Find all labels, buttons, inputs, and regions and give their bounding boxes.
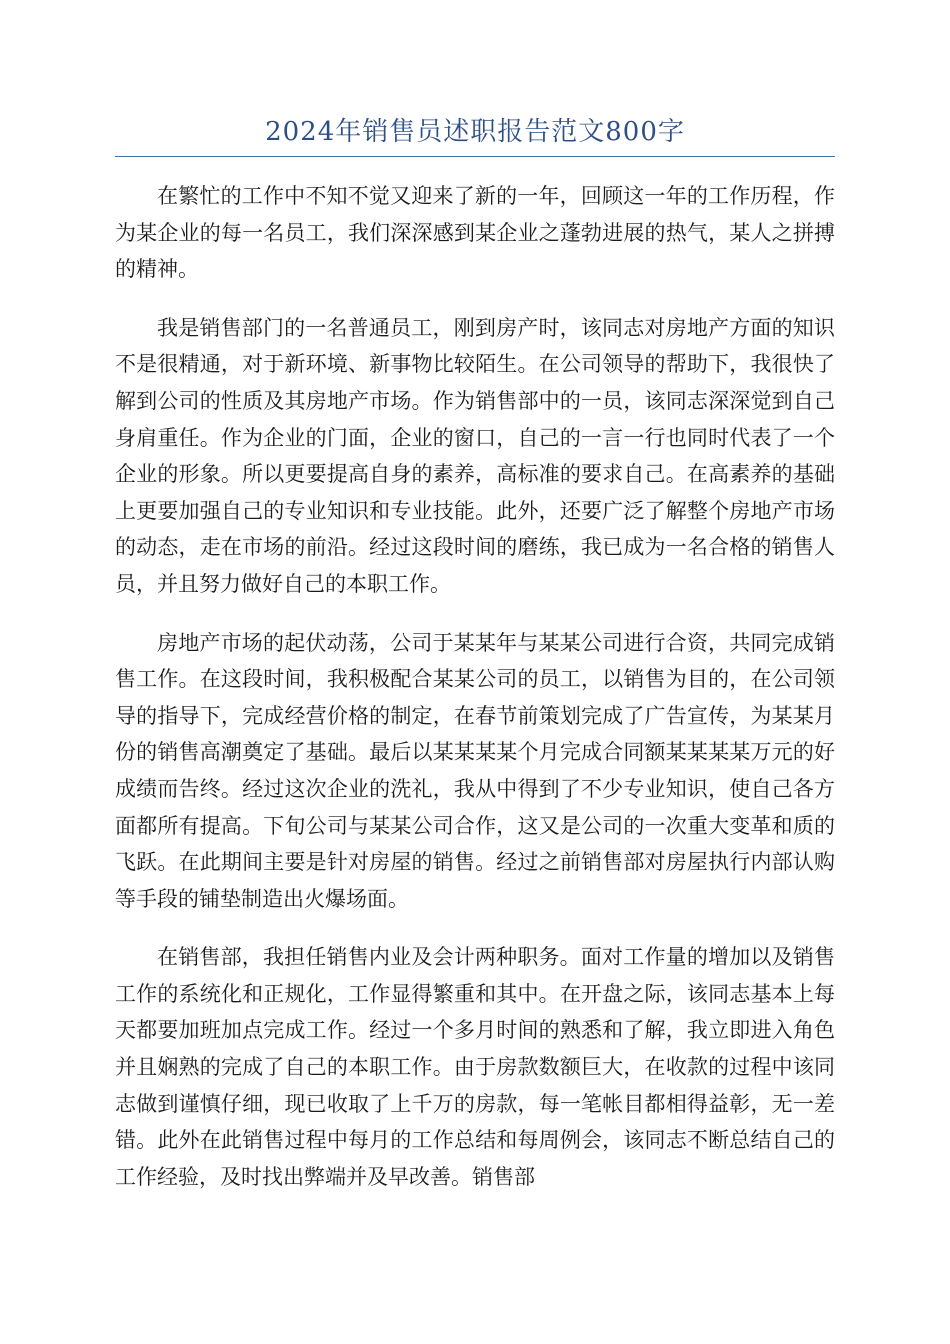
paragraph-4: 在销售部，我担任销售内业及会计两种职务。面对工作量的增加以及销售工作的系统化和正规化，工作显得繁重和其中。在开盘之际，该同志基本上每天都要加班加点完成工作。经过一个多月时间的熟悉和了解，我立即进入角色并且娴熟的完成了自己的本职工作。由于房款数额巨大，在收款的过程中该同志做到谨慎仔细，现已收取了上千万的房款，每一笔帐目都相得益彰，无一差错。此外在此销售过程中每月的工作总结和每周例会，该同志不断总结自己的工作经验，及时找出弊端并及早改善。销售部 <box>115 945 835 1189</box>
document-body <box>115 178 835 1217</box>
paragraph-3: 房地产市场的起伏动荡，公司于某某年与某某公司进行合资，共同完成销售工作。在这段时间，我积极配合某某公司的员工，以销售为目的，在公司领导的指导下，完成经营价格的制定，在春节前策划完成了广告宣传，为某某月份的销售高潮奠定了基础。最后以某某某某个月完成合同额某某某某万元的好成绩而告终。经过这次企业的洗礼，我从中得到了不少专业知识，使自己各方面都所有提高。下旬公司与某某公司合作，这又是公司的一次重大变革和质的飞跃。在此期间主要是针对房屋的销售。经过之前销售部对房屋执行内部认购等手段的铺垫制造出火爆场面。 <box>115 630 835 911</box>
title-block <box>115 112 835 157</box>
document-title: 2024年销售员述职报告范文800字 <box>265 117 685 147</box>
paragraph-2: 我是销售部门的一名普通员工，刚到房产时，该同志对房地产方面的知识不是很精通，对于新环境、新事物比较陌生。在公司领导的帮助下，我很快了解到公司的性质及其房地产市场。作为销售部中的一员，该同志深深觉到自己身肩重任。作为企业的门面，企业的窗口，自己的一言一行也同时代表了一个企业的形象。所以更要提高自身的素养，高标准的要求自己。在高素养的基础上更要加强自己的专业知识和专业技能。此外，还要广泛了解整个房地产市场的动态，走在市场的前沿。经过这段时间的磨练，我已成为一名合格的销售人员，并且努力做好自己的本职工作。 <box>115 315 835 596</box>
paragraph-1: 在繁忙的工作中不知不觉又迎来了新的一年，回顾这一年的工作历程，作为某企业的每一名员工，我们深深感到某企业之蓬勃进展的热气，某人之拼搏的精神。 <box>115 184 835 282</box>
